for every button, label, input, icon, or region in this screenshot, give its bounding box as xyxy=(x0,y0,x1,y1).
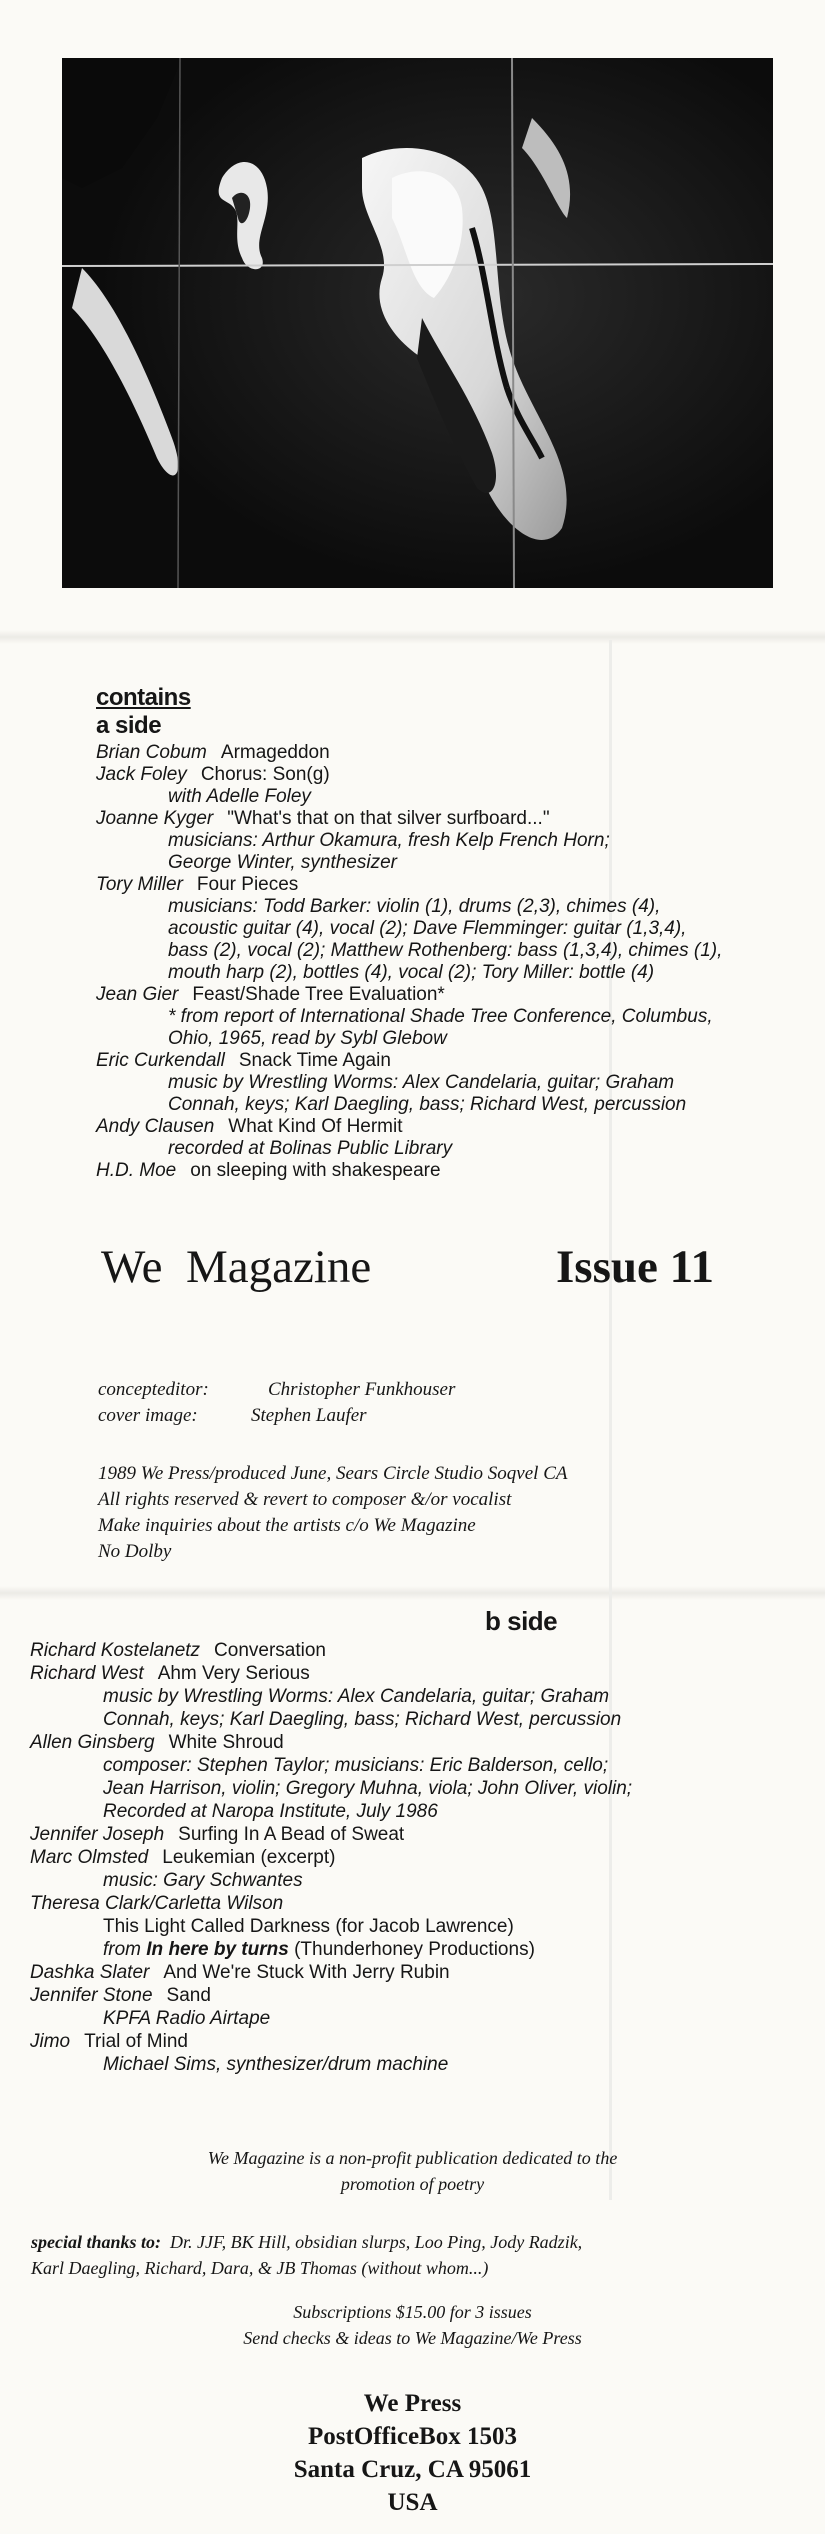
track-note: music by Wrestling Worms: Alex Candelaria, guitar; Graham xyxy=(103,1686,610,1707)
b-side-heading: b side xyxy=(485,1606,558,1636)
track-title: Four Pieces xyxy=(196,874,299,895)
track-note: recorded at Bolinas Public Library xyxy=(168,1138,453,1159)
track-artist: Jean Gier xyxy=(96,984,179,1005)
track-row xyxy=(30,1732,284,1754)
track-note: Recorded at Naropa Institute, July 1986 xyxy=(103,1801,438,1822)
track-note: Connah, keys; Karl Daegling, bass; Richard West, percussion xyxy=(103,1709,622,1730)
track-title: Sand xyxy=(166,1985,211,2006)
track-note: acoustic guitar (4), vocal (2); Dave Flemminger: guitar (1,3,4), xyxy=(168,918,687,939)
nonprofit-statement: We Magazine is a non-profit publication dedicated to the xyxy=(207,2148,618,2168)
track-title: White Shroud xyxy=(168,1732,284,1753)
track-note: Jean Harrison, violin; Gregory Muhna, viola; John Oliver, violin; xyxy=(103,1778,633,1799)
track-note: music: Gary Schwantes xyxy=(103,1870,303,1891)
track-row xyxy=(30,1640,326,1662)
track-note: musicians: Arthur Okamura, fresh Kelp French Horn; xyxy=(168,830,610,851)
track-artist: Andy Clausen xyxy=(96,1116,215,1137)
track-artist: Eric Curkendall xyxy=(96,1050,225,1071)
track-title: Chorus: Son(g) xyxy=(200,764,330,785)
track-title: What Kind Of Hermit xyxy=(228,1116,403,1137)
track-title: Trial of Mind xyxy=(84,2031,188,2052)
po-box: PostOfficeBox 1503 xyxy=(308,2423,517,2450)
track-artist: Jennifer Stone xyxy=(30,1985,153,2006)
track-row xyxy=(30,1985,211,2007)
track-title: Surfing In A Bead of Sweat xyxy=(178,1824,405,1845)
thanks-names: Dr. JJF, BK Hill, obsidian slurps, Loo Ping, Jody Radzik, xyxy=(170,2232,583,2252)
track-row xyxy=(30,1663,310,1685)
track-row xyxy=(30,1962,450,1984)
track-row xyxy=(96,1050,391,1072)
track-artist: H.D. Moe xyxy=(96,1160,177,1181)
magazine-title: We Magazine xyxy=(101,1241,372,1293)
dolby-note: No Dolby xyxy=(98,1541,172,1562)
track-artist: Tory Miller xyxy=(96,874,183,895)
track-artist: Marc Olmsted xyxy=(30,1847,149,1868)
track-title: And We're Stuck With Jerry Rubin xyxy=(163,1962,450,1983)
track-title: Armageddon xyxy=(220,742,330,763)
cover-image-value: Stephen Laufer xyxy=(251,1405,367,1426)
track-row xyxy=(96,874,298,896)
track-artist: Allen Ginsberg xyxy=(30,1732,155,1753)
country: USA xyxy=(387,2489,438,2516)
nonprofit-statement: promotion of poetry xyxy=(340,2174,485,2194)
contains-heading: contains xyxy=(96,684,191,711)
halftone-photo-ear-hand xyxy=(62,58,773,588)
track-title: Conversation xyxy=(214,1640,326,1661)
track-note: This Light Called Darkness (for Jacob Lawrence) xyxy=(103,1916,514,1937)
concept-editor-value: Christopher Funkhouser xyxy=(268,1379,456,1400)
special-thanks xyxy=(31,2230,582,2255)
release-title: In here by turns xyxy=(146,1939,289,1960)
issue-number: Issue 11 xyxy=(556,1241,715,1293)
a-side-heading: a side xyxy=(96,712,162,739)
track-artist: Dashka Slater xyxy=(30,1962,150,1983)
publisher-name: We Press xyxy=(363,2390,462,2417)
track-row xyxy=(96,1116,403,1138)
track-title: on sleeping with shakespeare xyxy=(190,1160,441,1181)
track-note: musicians: Todd Barker: violin (1), drums (2,3), chimes (4), xyxy=(168,896,661,917)
track-note: bass (2), vocal (2); Matthew Rothenberg: bass (1,3,4), chimes (1), xyxy=(168,940,723,961)
track-note: Michael Sims, synthesizer/drum machine xyxy=(103,2054,449,2075)
track-note: Connah, keys; Karl Daegling, bass; Richard West, percussion xyxy=(168,1094,687,1115)
cover-photo xyxy=(62,58,773,588)
track-artist: Joanne Kyger xyxy=(96,808,214,829)
production-credit: 1989 We Press/produced June, Sears Circle Studio Soqvel CA xyxy=(98,1463,568,1484)
mailing-address xyxy=(0,2387,825,2519)
track-note: composer: Stephen Taylor; musicians: Eric Balderson, cello; xyxy=(103,1755,609,1776)
paper-fold xyxy=(0,1586,825,1600)
thanks-label: special thanks to: xyxy=(31,2232,162,2252)
track-artist: Brian Cobum xyxy=(96,742,207,763)
track-note: Ohio, 1965, read by Sybl Glebow xyxy=(168,1028,447,1049)
city-state-zip: Santa Cruz, CA 95061 xyxy=(293,2456,532,2483)
release-label: (Thunderhoney Productions) xyxy=(288,1939,535,1960)
track-note: mouth harp (2), bottles (4), vocal (2); Tory Miller: bottle (4) xyxy=(168,962,655,983)
subscription-info: Subscriptions $15.00 for 3 issues xyxy=(293,2302,532,2322)
paper-fold xyxy=(609,640,612,2200)
thanks-names: Karl Daegling, Richard, Dara, & JB Thomas (without whom...) xyxy=(31,2258,489,2278)
inquiries-note: Make inquiries about the artists c/o We Magazine xyxy=(98,1515,476,1536)
track-note: with Adelle Foley xyxy=(168,786,311,807)
track-row xyxy=(96,764,330,786)
track-title: Snack Time Again xyxy=(238,1050,391,1071)
cover-image-label: cover image: xyxy=(98,1405,198,1426)
track-row xyxy=(96,742,330,764)
track-artist: Richard West xyxy=(30,1663,144,1684)
track-note: George Winter, synthesizer xyxy=(168,852,397,873)
track-artist: Richard Kostelanetz xyxy=(30,1640,201,1661)
paper-fold xyxy=(0,630,825,644)
track-note: * from report of International Shade Tree Conference, Columbus, xyxy=(168,1006,713,1027)
track-title: Feast/Shade Tree Evaluation* xyxy=(192,984,445,1005)
track-row xyxy=(96,808,550,830)
track-row xyxy=(96,1160,441,1182)
track-row xyxy=(96,984,445,1006)
track-artist: Jimo xyxy=(30,2031,71,2052)
track-artist: Jennifer Joseph xyxy=(30,1824,165,1845)
track-note: music by Wrestling Worms: Alex Candelaria, guitar; Graham xyxy=(168,1072,675,1093)
submission-info: Send checks & ideas to We Magazine/We Press xyxy=(243,2328,582,2348)
track-title: Ahm Very Serious xyxy=(157,1663,310,1684)
concept-editor-label: concepteditor: xyxy=(98,1379,209,1400)
track-row xyxy=(30,1847,335,1869)
track-note xyxy=(103,1939,535,1961)
track-note: KPFA Radio Airtape xyxy=(103,2008,271,2029)
from-prefix: from xyxy=(103,1939,147,1960)
track-title: "What's that on that silver surfboard..." xyxy=(227,808,550,829)
rights-note: All rights reserved & revert to composer &/or vocalist xyxy=(98,1489,512,1510)
track-artist: Jack Foley xyxy=(96,764,187,785)
track-row xyxy=(30,1893,297,1915)
track-row xyxy=(30,1824,404,1846)
track-artist: Theresa Clark/Carletta Wilson xyxy=(30,1893,284,1914)
track-row xyxy=(30,2031,188,2053)
track-title: Leukemian (excerpt) xyxy=(162,1847,336,1868)
